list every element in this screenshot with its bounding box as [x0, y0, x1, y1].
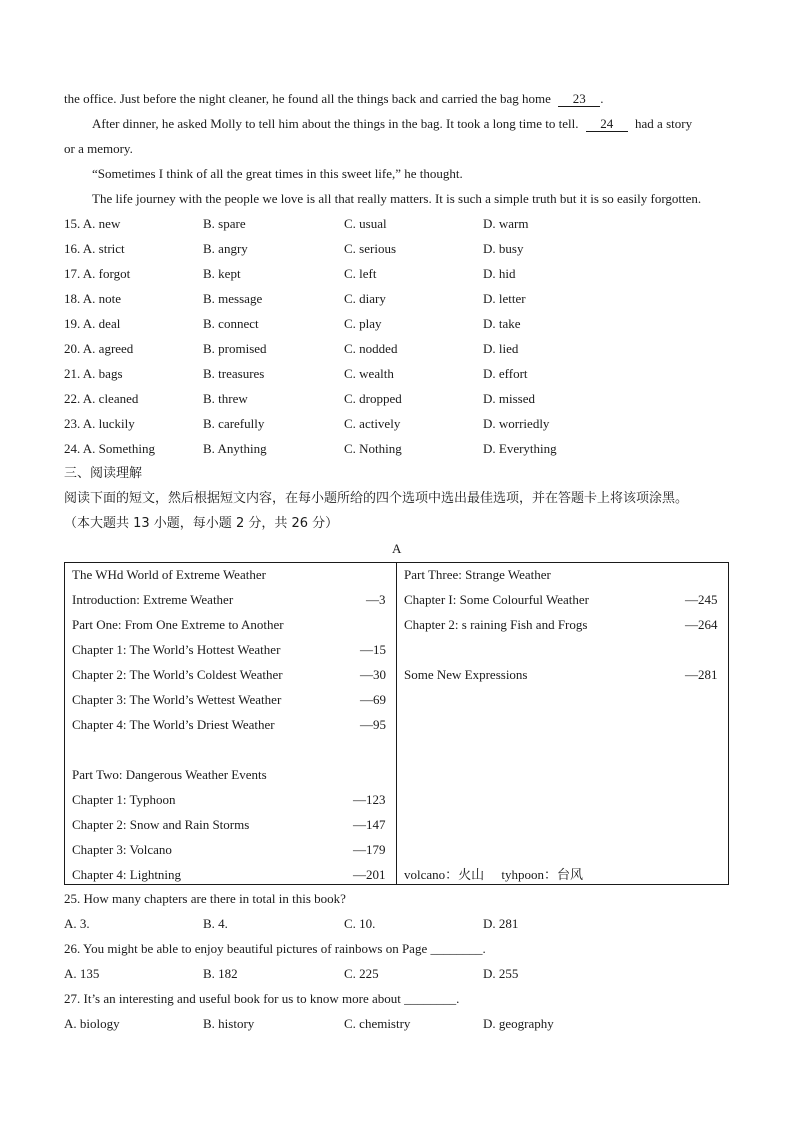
toc-book-title: The WHd World of Extreme Weather: [72, 567, 266, 582]
option-b: B. carefully: [203, 416, 265, 431]
question-stem: 26. You might be able to enjoy beautiful pictures of rainbows on Page ________.: [64, 941, 486, 956]
option-c: C. Nothing: [344, 441, 402, 456]
option-c: C. 10.: [344, 916, 376, 931]
passage-label: A: [392, 541, 402, 556]
option-a: 20. A. agreed: [64, 341, 134, 356]
question-stem: 25. How many chapters are there in total in this book?: [64, 891, 346, 906]
option-a: 23. A. luckily: [64, 416, 135, 431]
option-b: B. connect: [203, 316, 259, 331]
option-b: B. spare: [203, 216, 246, 231]
toc-entry: Chapter 4: Lightning: [72, 867, 182, 882]
toc-part-title: Part Three: Strange Weather: [404, 567, 551, 582]
option-a: 19. A. deal: [64, 316, 121, 331]
passage-text: the office. Just before the night cleaner, he found all the things back and carried the bag home: [64, 91, 551, 106]
option-c: C. play: [344, 316, 382, 331]
passage-text: After dinner, he asked Molly to tell him about the things in the bag. It took a long time to tell.: [92, 116, 579, 131]
option-b: B. 4.: [203, 916, 228, 931]
option-d: D. letter: [483, 291, 526, 306]
toc-page: —179: [353, 842, 386, 857]
option-b: B. kept: [203, 266, 241, 281]
option-c: C. serious: [344, 241, 396, 256]
toc-page: —3: [366, 592, 386, 607]
question-stem: 27. It’s an interesting and useful book for us to know more about ________.: [64, 991, 460, 1006]
option-a: A. 3.: [64, 916, 90, 931]
option-c: C. wealth: [344, 366, 394, 381]
option-d: D. Everything: [483, 441, 557, 456]
option-b: B. threw: [203, 391, 248, 406]
option-d: D. lied: [483, 341, 519, 356]
option-d: D. worriedly: [483, 416, 550, 431]
option-d: D. missed: [483, 391, 535, 406]
option-a: 16. A. strict: [64, 241, 125, 256]
toc-entry: Chapter 2: s raining Fish and Frogs: [404, 617, 588, 632]
option-c: C. actively: [344, 416, 401, 431]
option-a: 18. A. note: [64, 291, 122, 306]
option-b: B. angry: [203, 241, 248, 256]
table-of-contents: [64, 562, 729, 885]
option-d: D. warm: [483, 216, 529, 231]
section-note: （本大题共 13 小题，每小题 2 分，共 26 分）: [64, 516, 339, 531]
option-d: D. busy: [483, 241, 524, 256]
option-b: B. promised: [203, 341, 267, 356]
option-d: D. 281: [483, 916, 519, 931]
toc-entry: Chapter I: Some Colourful Weather: [404, 592, 590, 607]
toc-page: —264: [685, 617, 718, 632]
answer-blank-23: 23: [558, 92, 600, 107]
toc-page: —123: [353, 792, 386, 807]
option-d: D. 255: [483, 966, 519, 981]
option-c: C. left: [344, 266, 377, 281]
toc-entry: Introduction: Extreme Weather: [72, 592, 234, 607]
option-a: 22. A. cleaned: [64, 391, 139, 406]
option-b: B. 182: [203, 966, 238, 981]
passage-text: had a story: [635, 116, 693, 131]
option-c: C. nodded: [344, 341, 398, 356]
glossary-note: [404, 867, 583, 884]
option-c: C. 225: [344, 966, 379, 981]
glossary-term: volcano：: [404, 867, 459, 882]
option-c: C. usual: [344, 216, 387, 231]
toc-entry: Some New Expressions: [404, 667, 528, 682]
toc-entry: Chapter 2: Snow and Rain Storms: [72, 817, 250, 832]
toc-entry: Chapter 3: Volcano: [72, 842, 172, 857]
toc-page: —69: [360, 692, 386, 707]
section-heading: 三、阅读理解: [64, 466, 143, 481]
option-b: B. message: [203, 291, 263, 306]
option-a: 24. A. Something: [64, 441, 156, 456]
toc-entry: Chapter 1: The World’s Hottest Weather: [72, 642, 281, 657]
option-b: B. history: [203, 1016, 255, 1031]
passage-line-3: or a memory.: [64, 141, 133, 156]
toc-page: —30: [360, 667, 386, 682]
option-c: C. chemistry: [344, 1016, 411, 1031]
option-a: 17. A. forgot: [64, 266, 131, 281]
option-d: D. hid: [483, 266, 516, 281]
passage-line-2: [92, 116, 692, 132]
toc-page: —245: [685, 592, 718, 607]
option-b: B. Anything: [203, 441, 267, 456]
toc-entry: Chapter 3: The World’s Wettest Weather: [72, 692, 282, 707]
passage-line-1: [64, 91, 603, 107]
option-d: D. effort: [483, 366, 528, 381]
toc-page: —147: [353, 817, 386, 832]
toc-entry: Chapter 2: The World’s Coldest Weather: [72, 667, 283, 682]
toc-part-title: Part One: From One Extreme to Another: [72, 617, 284, 632]
option-a: A. 135: [64, 966, 100, 981]
answer-blank-24: 24: [586, 117, 628, 132]
passage-text: .: [600, 91, 604, 106]
passage-line-4: “Sometimes I think of all the great times in this sweet life,” he thought.: [92, 166, 463, 181]
toc-page: —201: [353, 867, 386, 882]
passage-line-5: The life journey with the people we love is all that really matters. It is such a simple truth but it is so easily forgotten.: [92, 191, 702, 206]
glossary-translation: 火山: [458, 868, 485, 883]
option-d: D. take: [483, 316, 521, 331]
option-c: C. diary: [344, 291, 386, 306]
option-c: C. dropped: [344, 391, 402, 406]
toc-entry: Chapter 4: The World’s Driest Weather: [72, 717, 275, 732]
option-d: D. geography: [483, 1016, 554, 1031]
toc-entry: Chapter 1: Typhoon: [72, 792, 176, 807]
option-a: 21. A. bags: [64, 366, 123, 381]
glossary-term: tyhpoon：: [501, 867, 558, 882]
glossary-translation: 台风: [557, 868, 584, 883]
column-divider: [396, 563, 397, 884]
option-b: B. treasures: [203, 366, 265, 381]
option-a: 15. A. new: [64, 216, 121, 231]
toc-page: —15: [360, 642, 386, 657]
toc-page: —281: [685, 667, 718, 682]
toc-page: —95: [360, 717, 386, 732]
toc-part-title: Part Two: Dangerous Weather Events: [72, 767, 267, 782]
option-a: A. biology: [64, 1016, 120, 1031]
section-instruction: 阅读下面的短文，然后根据短文内容，在每小题所给的四个选项中选出最佳选项，并在答题卡上将该项涂黑。: [64, 491, 689, 506]
